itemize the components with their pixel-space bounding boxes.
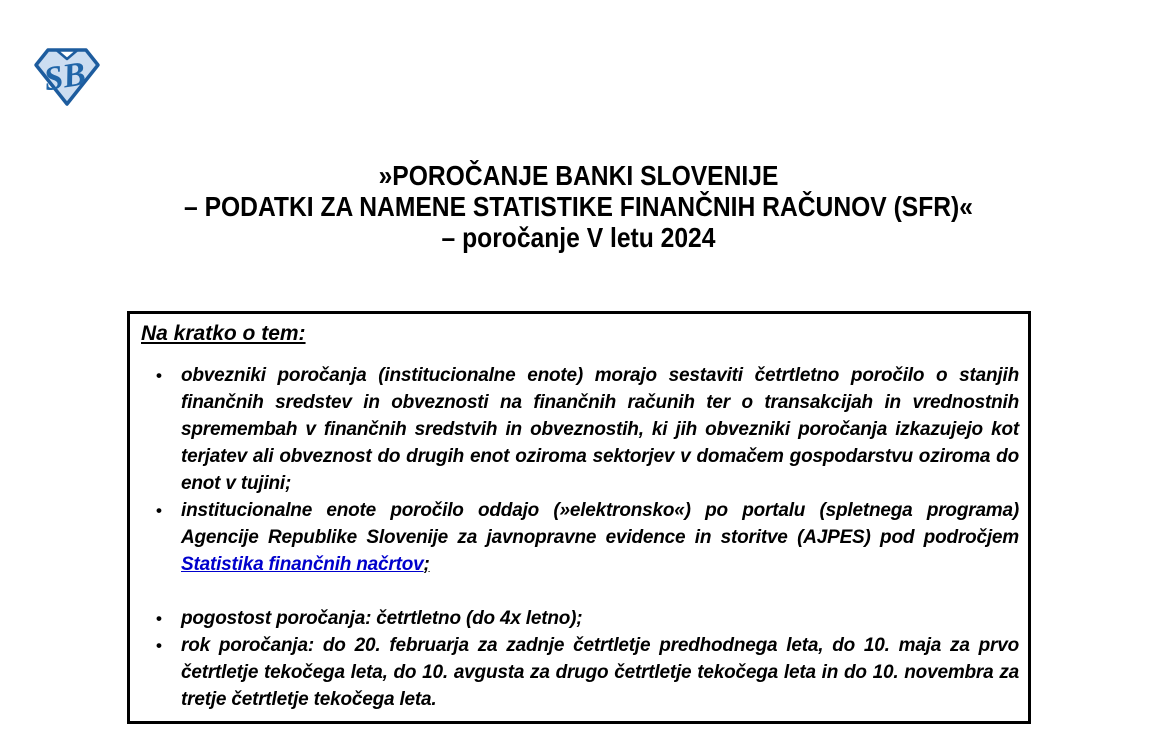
bullet-text-frequency: pogostost poročanja: četrtletno (do 4x letno); bbox=[181, 608, 583, 629]
bullet-item-deadlines bbox=[141, 632, 1019, 713]
bullet-text-deadlines: rok poročanja: do 20. februarja za zadnje četrtletje predhodnega leta, do 10. maja za prvo četrtletje tekočega leta, do 10. avgusta za drugo četrtletje tekočega leta in do 10. novembra za tretje četrtletje tekočega leta. bbox=[181, 635, 1019, 710]
bullet-icon: • bbox=[156, 501, 162, 520]
document-title-line-1: »POROČANJE BANKI SLOVENIJE bbox=[378, 160, 779, 191]
document-title-line-2: – PODATKI ZA NAMENE STATISTIKE FINANČNIH RAČUNOV (SFR)« bbox=[184, 191, 973, 222]
bullet-list bbox=[141, 362, 1019, 713]
bullet-icon: • bbox=[156, 366, 162, 385]
bullet-text-submission bbox=[181, 497, 1019, 578]
document-title bbox=[69, 160, 1087, 253]
summary-box-heading: Na kratko o tem: bbox=[141, 322, 306, 345]
submission-text-after-link: ; bbox=[423, 554, 430, 575]
bullet-item-obligations bbox=[141, 362, 1019, 497]
bullet-text-obligations: obvezniki poročanja (institucionalne enote) morajo sestaviti četrtletno poročilo o stanjih finančnih sredstev in obveznosti na finančnih računih ter o transakcijah in vrednostnih spremembah v finančnih sredstvih in obveznostih, ki jih obvezniki poročanja izkazujejo kot terjatev ali obveznost do drugih enot oziroma sektorjev v domačem gospodarstvu oziroma do enot v tujini; bbox=[181, 365, 1019, 494]
summary-box bbox=[127, 311, 1031, 724]
bullet-item-submission bbox=[141, 497, 1019, 578]
statistika-financnih-nacrtov-link[interactable]: Statistika finančnih načrtov bbox=[181, 554, 424, 575]
sb-diamond-logo-graphic bbox=[33, 46, 101, 108]
bullet-icon: • bbox=[156, 636, 162, 655]
document-title-line-3: – poročanje V letu 2024 bbox=[441, 222, 716, 253]
logo-letters: SB bbox=[41, 55, 89, 99]
bullet-icon: • bbox=[156, 609, 162, 628]
sb-diamond-logo bbox=[33, 46, 101, 108]
bullet-item-frequency bbox=[141, 605, 1019, 632]
submission-text-before-link: institucionalne enote poročilo oddajo (»elektronsko«) po portalu (spletnega programa) Agencije Republike Slovenije za javnopravne evidence in storitve (AJPES) pod področjem bbox=[181, 500, 1019, 548]
